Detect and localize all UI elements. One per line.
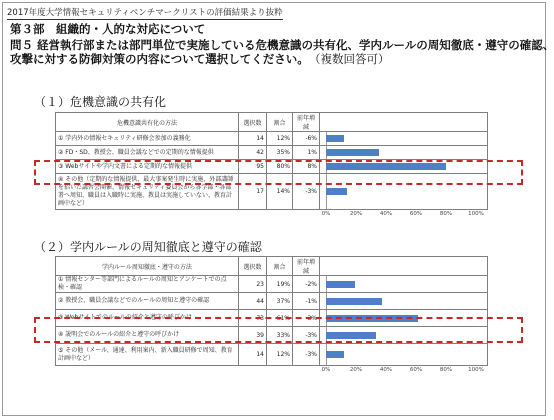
section2-table [55, 256, 488, 373]
row-bar-cell [320, 132, 488, 146]
row-ratio: 19% [267, 276, 293, 293]
row-ratio: 12% [267, 344, 293, 366]
row-method: ② FD・SD、教授会、職員会議などでの定期的な情報提供 [56, 146, 239, 160]
header-method: 危機意識共有化の方法 [56, 113, 239, 132]
row-change: -3% [293, 344, 320, 366]
row-bar-cell [320, 293, 488, 310]
axis-tick-label: 100% [468, 367, 484, 373]
document-header: 2017年度大学情報セキュリティベンチマークリストの評価結果より抜粋 [7, 8, 283, 18]
section1-heading: （１）危機意識の共有化 [34, 95, 167, 109]
header-count: 選択数 [239, 257, 267, 276]
row-ratio: 14% [267, 174, 293, 210]
row-count: 14 [239, 344, 267, 366]
table-row [56, 276, 488, 293]
row-method: ③ Webサイトでのルールの紹介と遵守の呼びかけ [56, 310, 239, 327]
section2-heading: （２）学内ルールの周知徹底と遵守の確認 [34, 240, 262, 254]
header-ratio: 割合 [267, 113, 293, 132]
highlight-box-section2 [34, 317, 523, 343]
row-bar-cell [320, 146, 488, 160]
axis-tick-label: 60% [409, 367, 423, 373]
row-change: -2% [293, 276, 320, 293]
axis-tick-label: 0% [321, 367, 331, 373]
header-count: 選択数 [239, 113, 267, 132]
header-method: 学内ルール周知徹底・遵守の方法 [56, 257, 239, 276]
row-change: -6% [293, 132, 320, 146]
axis-tick-label: 60% [409, 211, 423, 217]
row-method: ⑤ その他（メール、通達、利用案内、新入職員研修で周知、教育計画中など） [56, 344, 239, 366]
row-ratio: 37% [267, 293, 293, 310]
row-bar-cell [320, 276, 488, 293]
header-chart [320, 113, 488, 132]
axis-tick-label: 20% [349, 367, 363, 373]
header-change: 前年増減 [293, 113, 320, 132]
percentage-bar [326, 135, 344, 142]
percentage-bar [326, 281, 355, 288]
question-line-1: 問５ 経営執行部または部門単位で実施している危機意識の共有化、学内ルールの周知徹底・遵守の確認、 [10, 38, 554, 52]
row-count: 44 [239, 293, 267, 310]
row-method: ④ その他（定期的な情報提供、最大事案発生時に実施、外部講師を招いた講習会開催、情報セキュリティ委員会から各学部・各部署へ周知、職員は入職時に実施、教員は実施していない、教育計画中など） [56, 174, 239, 210]
axis-tick-label: 40% [379, 367, 393, 373]
axis-tick-label: 20% [349, 211, 363, 217]
row-ratio: 61% [267, 310, 293, 327]
axis-tick-label: 100% [468, 211, 484, 217]
row-change: -3% [293, 327, 320, 344]
percentage-bar [326, 298, 382, 305]
row-count: 17 [239, 174, 267, 210]
question-line-2 [10, 51, 390, 67]
row-count: 39 [239, 327, 267, 344]
highlight-box-section1 [34, 160, 523, 185]
row-ratio: 80% [267, 160, 293, 174]
part-title: 第３部 組織的・人的な対応について [10, 22, 206, 36]
row-change: 1% [293, 146, 320, 160]
row-ratio: 33% [267, 327, 293, 344]
table-row [56, 293, 488, 310]
header-chart [320, 257, 488, 276]
percentage-bar [326, 351, 344, 358]
row-method: ① 学内外の情報セキュリティ研修会参加の義務化 [56, 132, 239, 146]
header-ratio: 割合 [267, 257, 293, 276]
row-change: -3% [293, 174, 320, 210]
multiple-answer-note: （複数回答可） [314, 52, 390, 66]
row-ratio: 12% [267, 132, 293, 146]
row-change: 8% [293, 160, 320, 174]
axis-tick-label: 40% [379, 211, 393, 217]
row-ratio: 35% [267, 146, 293, 160]
header-change: 前年増減 [293, 257, 320, 276]
row-count: 95 [239, 160, 267, 174]
table-header-row [56, 113, 488, 132]
axis-tick-label: 0% [321, 211, 331, 217]
row-change: 3% [293, 310, 320, 327]
row-count: 42 [239, 146, 267, 160]
table-row [56, 132, 488, 146]
row-count: 14 [239, 132, 267, 146]
row-method: ① 情報センター等部門によるルールの周知とアンケートでの点検・確認 [56, 276, 239, 293]
table-header-row [56, 257, 488, 276]
row-bar-cell [320, 344, 488, 373]
row-method: ② 教授会、職員会議などでのルールの周知と遵守の確認 [56, 293, 239, 310]
table-row [56, 344, 488, 366]
row-count: 23 [239, 276, 267, 293]
axis-tick-label: 80% [439, 211, 453, 217]
row-count: 73 [239, 310, 267, 327]
axis-tick-label: 80% [439, 367, 453, 373]
row-method: ④ 説明会でのルールの紹介と遵守の呼びかけ [56, 327, 239, 344]
row-method: ③ Webサイトや学内文書による定期的な情報提供 [56, 160, 239, 174]
percentage-bar [326, 149, 379, 156]
percentage-bar [326, 188, 347, 195]
table-row [56, 146, 488, 160]
row-change: -1% [293, 293, 320, 310]
question-line-2-text: 攻撃に対する防御対策の内容について選択してください。 [10, 52, 309, 66]
